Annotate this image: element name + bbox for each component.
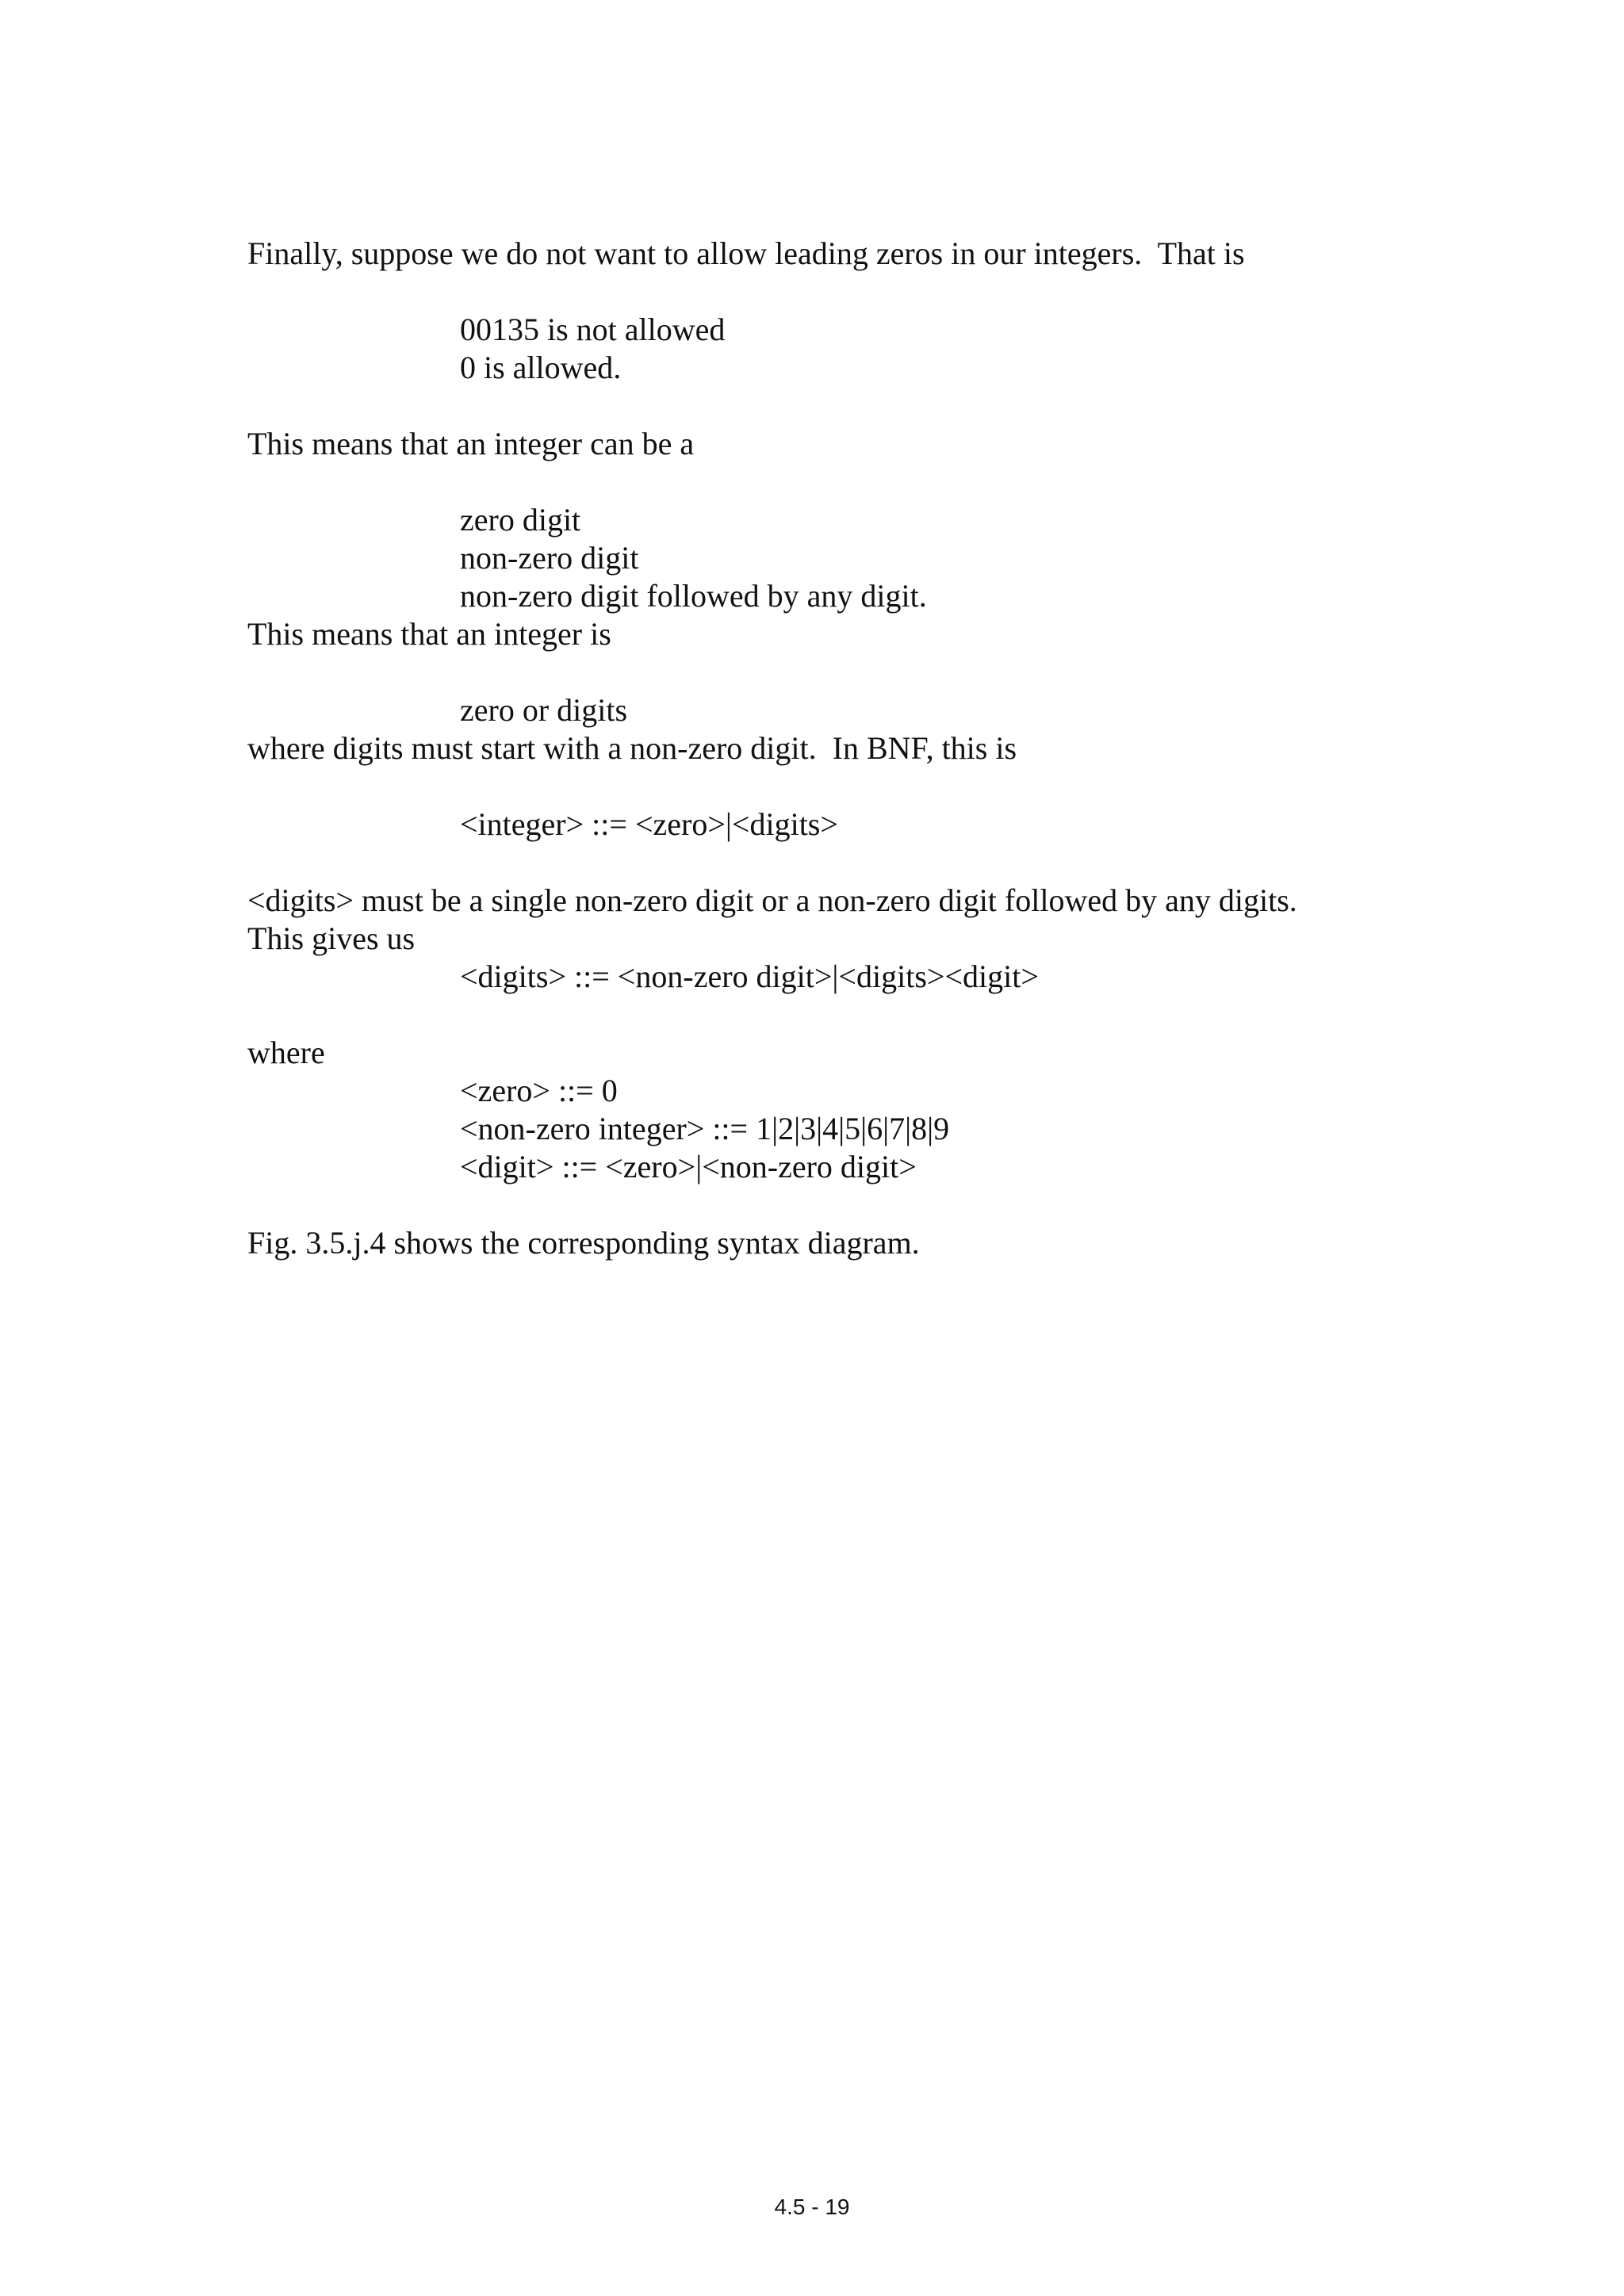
bnf-rule: <integer> ::= <zero>|<digits> xyxy=(460,806,838,842)
intro-paragraph: Finally, suppose we do not want to allow leading zeros in our integers. That is xyxy=(247,235,1245,271)
bnf-rule: <digit> ::= <zero>|<non-zero digit> xyxy=(460,1149,917,1184)
explanation-line: This means that an integer is xyxy=(247,616,611,652)
explanation-line: <digits> must be a single non-zero digit or a non-zero digit followed by any digits. xyxy=(247,882,1297,918)
case-line: zero digit xyxy=(460,502,581,538)
bnf-rule: <zero> ::= 0 xyxy=(460,1073,618,1108)
case-line: non-zero digit xyxy=(460,540,639,576)
explanation-line: This gives us xyxy=(247,920,416,956)
example-line: 00135 is not allowed xyxy=(460,312,726,347)
example-line: 0 is allowed. xyxy=(460,350,622,385)
page-number: 4.5 - 19 xyxy=(774,2195,850,2219)
summary-line: zero or digits xyxy=(460,692,628,728)
figure-reference: Fig. 3.5.j.4 shows the corresponding syntax diagram. xyxy=(247,1225,920,1261)
bnf-rule: <digits> ::= <non-zero digit>|<digits><digit> xyxy=(460,959,1039,994)
case-line: non-zero digit followed by any digit. xyxy=(460,578,927,614)
explanation-line: where xyxy=(247,1035,325,1070)
bnf-rule: <non-zero integer> ::= 1|2|3|4|5|6|7|8|9 xyxy=(460,1111,950,1146)
explanation-line: This means that an integer can be a xyxy=(247,426,695,461)
explanation-line: where digits must start with a non-zero digit. In BNF, this is xyxy=(247,730,1017,766)
